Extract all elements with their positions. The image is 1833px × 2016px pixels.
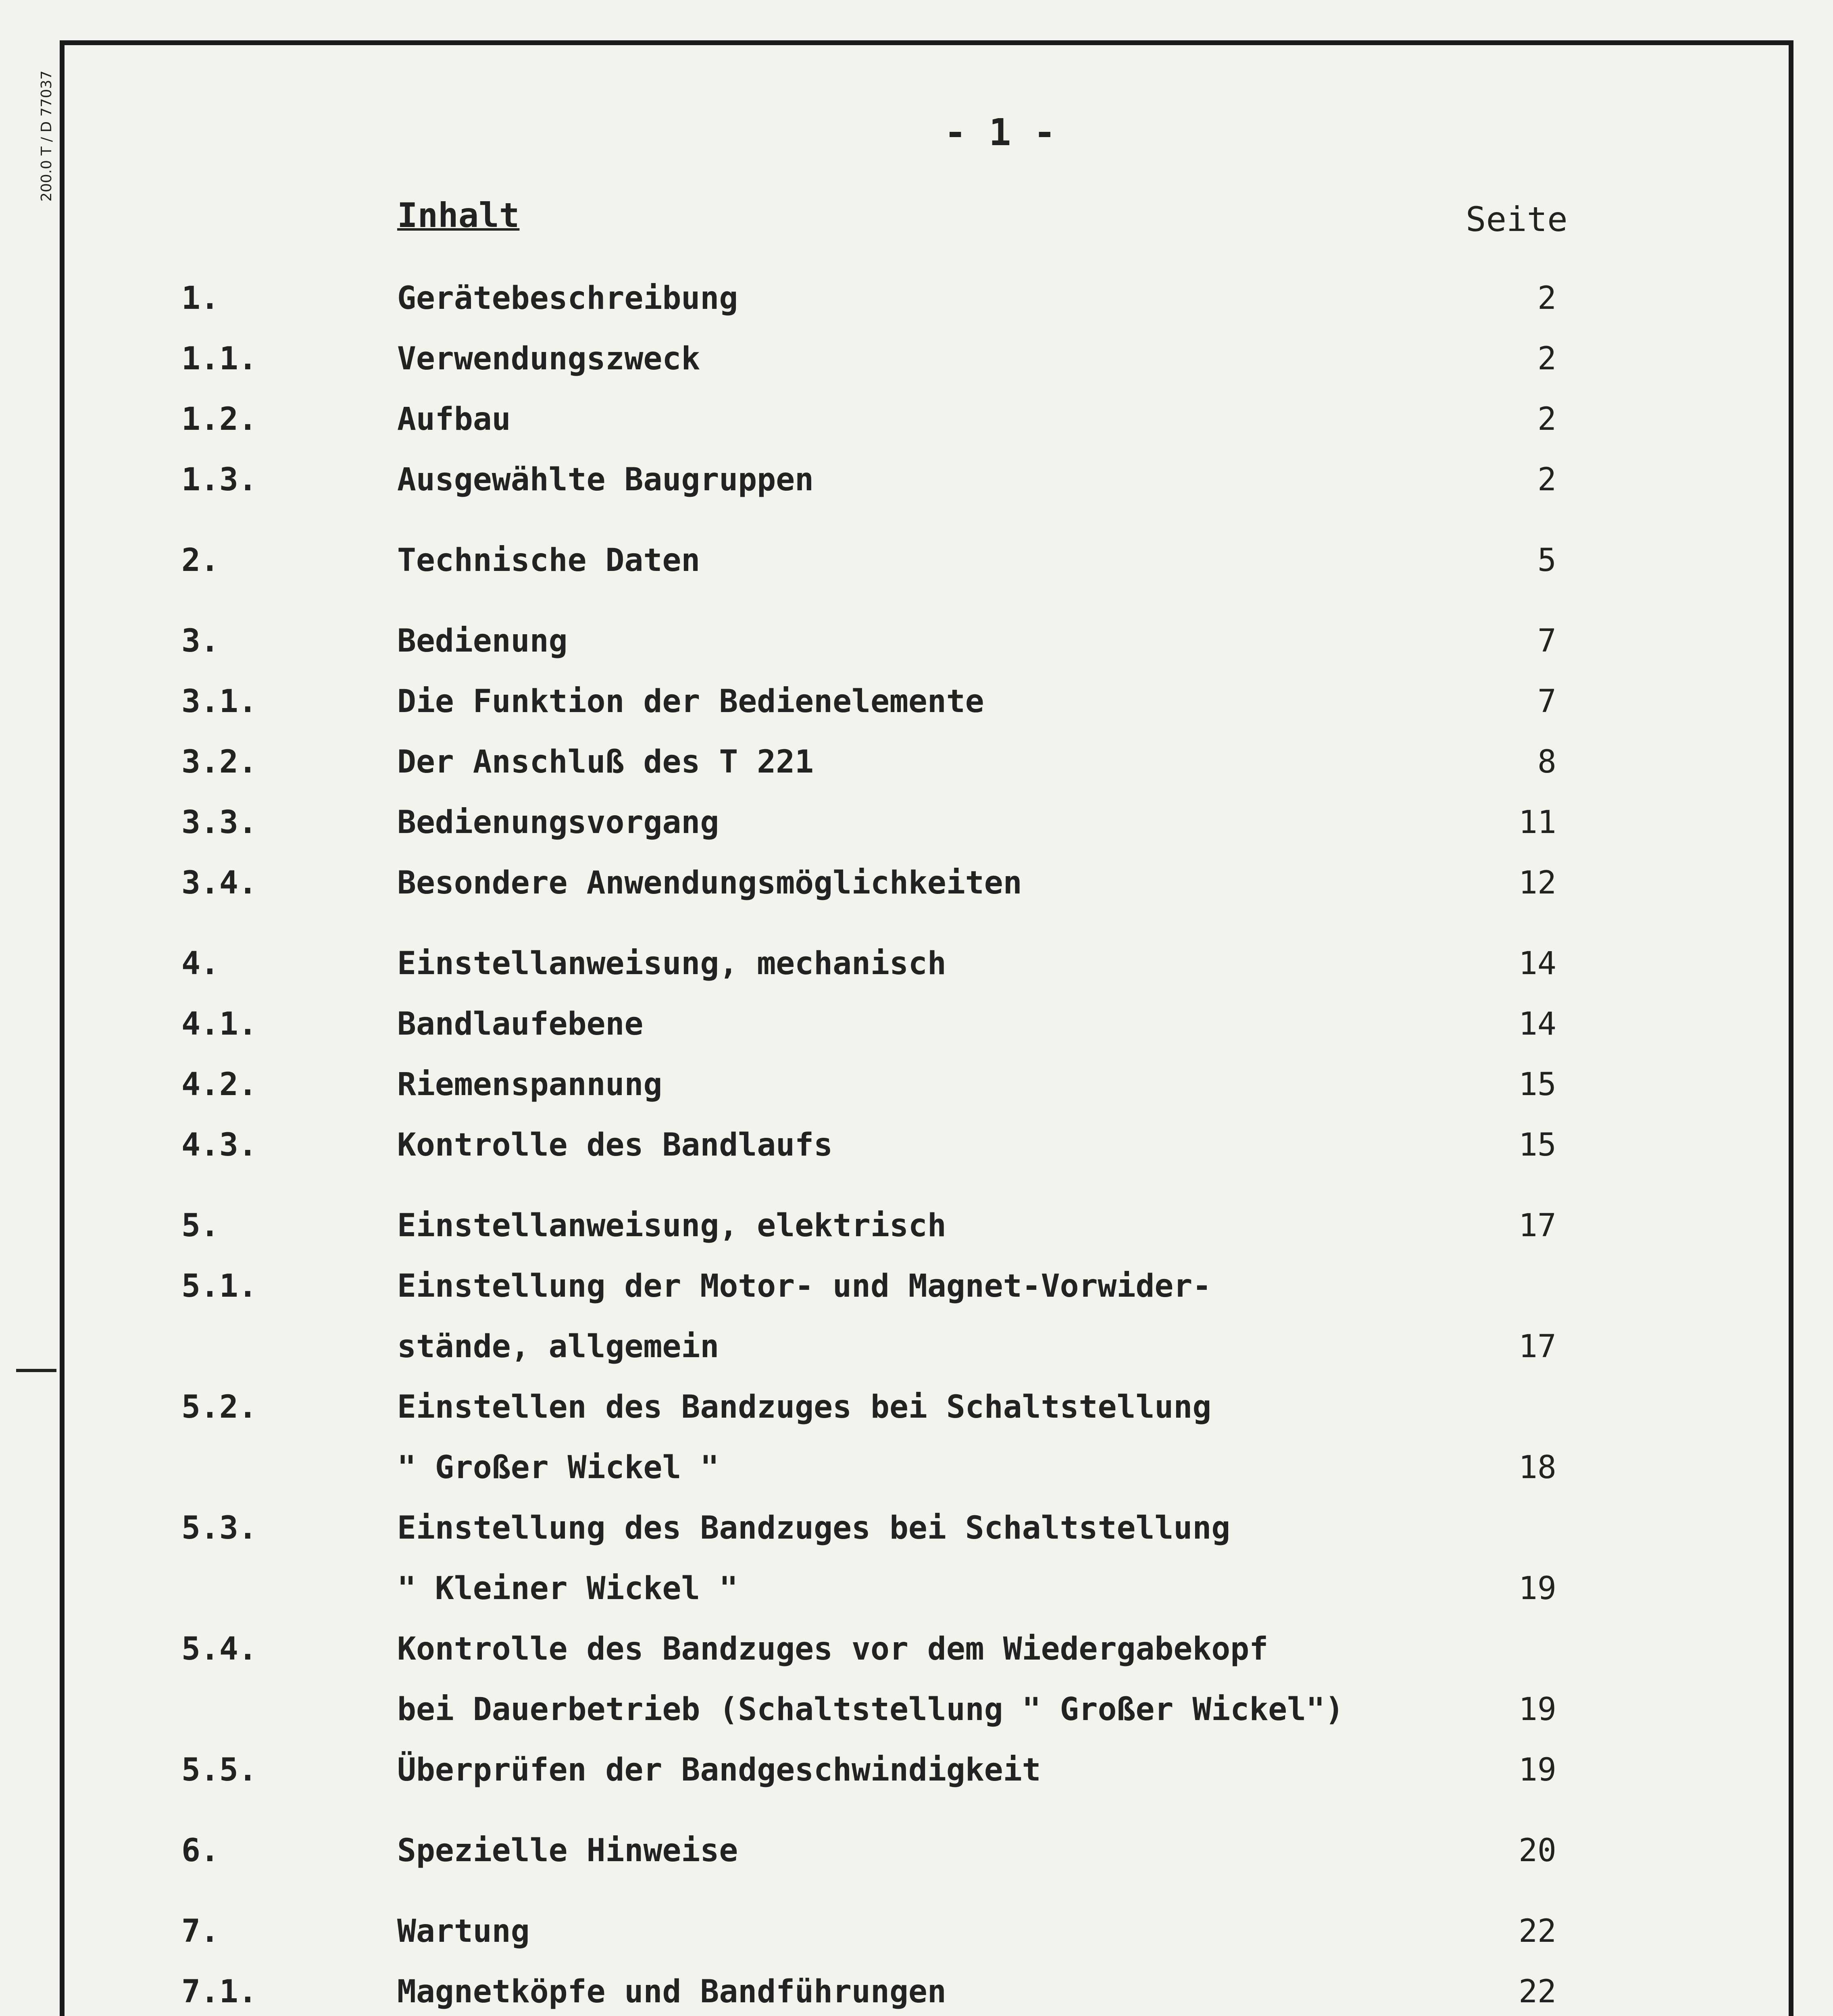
- toc-entry: [0, 1064, 1833, 1105]
- toc-entry-number: 5.2.: [181, 1389, 257, 1425]
- toc-entry-number: 4.2.: [181, 1066, 257, 1103]
- toc-entry-title: Bedienung: [397, 623, 568, 659]
- toc-entry-page: 22: [1518, 1913, 1556, 1949]
- toc-heading: Inhalt: [397, 196, 520, 235]
- toc-entry: [0, 1972, 1833, 2012]
- toc-entry-title: " Kleiner Wickel ": [397, 1570, 738, 1607]
- toc-entry-page: 15: [1518, 1066, 1556, 1103]
- toc-entry-page: 12: [1518, 865, 1556, 901]
- toc-entry: [0, 1327, 1833, 1367]
- toc-entry-page: 7: [1537, 683, 1556, 720]
- toc-entry-number: 3.2.: [181, 744, 257, 780]
- toc-entry-title: Bedienungsvorgang: [397, 804, 719, 841]
- toc-entry-number: 3.4.: [181, 865, 257, 901]
- toc-entry: [0, 1004, 1833, 1044]
- toc-entry: [0, 1508, 1833, 1548]
- toc-entry: [0, 1568, 1833, 1609]
- toc-entry-title: Einstellung der Motor- und Magnet-Vorwider-: [397, 1268, 1212, 1304]
- toc-entry: [0, 1831, 1833, 1871]
- toc-entry-title: " Großer Wickel ": [397, 1450, 719, 1486]
- toc-entry-number: 5.1.: [181, 1268, 257, 1304]
- toc-entry: [0, 1911, 1833, 1951]
- toc-entry-number: 5.5.: [181, 1752, 257, 1788]
- toc-entry-number: 1.: [181, 280, 219, 317]
- toc-entry-title: Magnetköpfe und Bandführungen: [397, 1974, 946, 2010]
- toc-entry-page: 19: [1518, 1570, 1556, 1607]
- toc-entry-title: Spezielle Hinweise: [397, 1833, 738, 1869]
- toc-entry-title: Riemenspannung: [397, 1066, 662, 1103]
- toc-entry-title: bei Dauerbetrieb (Schaltstellung " Großer Wickel"): [397, 1691, 1344, 1728]
- toc-entry: [0, 1689, 1833, 1730]
- toc-entry: [0, 1750, 1833, 1790]
- toc-entry: [0, 943, 1833, 984]
- page-number: - 1 -: [944, 111, 1056, 154]
- toc-entry-number: 1.3.: [181, 462, 257, 498]
- toc-entry-number: 1.1.: [181, 341, 257, 377]
- toc-entry-page: 2: [1537, 462, 1556, 498]
- toc-entry: [0, 681, 1833, 722]
- toc-entry-title: Kontrolle des Bandlaufs: [397, 1127, 833, 1163]
- toc-entry-title: Der Anschluß des T 221: [397, 744, 814, 780]
- toc-entry-number: 4.3.: [181, 1127, 257, 1163]
- toc-entry-page: 14: [1518, 946, 1556, 982]
- toc-entry-number: 6.: [181, 1833, 219, 1869]
- toc-entry-number: 7.: [181, 1913, 219, 1949]
- page-column-heading: Seite: [1466, 200, 1568, 239]
- toc-entry: [0, 621, 1833, 661]
- toc-entry-number: 1.2.: [181, 401, 257, 437]
- toc-entry-number: 7.1.: [181, 1974, 257, 2010]
- toc-entry-title: Bandlaufebene: [397, 1006, 644, 1042]
- toc-entry-page: 22: [1518, 1974, 1556, 2010]
- toc-entry-number: 3.: [181, 623, 219, 659]
- toc-entry-title: Einstellung des Bandzuges bei Schaltstellung: [397, 1510, 1231, 1546]
- toc-entry-page: 19: [1518, 1752, 1556, 1788]
- toc-entry: [0, 339, 1833, 379]
- toc-entry: [0, 742, 1833, 782]
- toc-entry-page: 8: [1537, 744, 1556, 780]
- toc-entry-number: 2.: [181, 542, 219, 579]
- toc-entry-title: Einstellanweisung, elektrisch: [397, 1208, 946, 1244]
- toc-entry: [0, 1629, 1833, 1669]
- toc-entry-title: Verwendungszweck: [397, 341, 700, 377]
- toc-entry-page: 15: [1518, 1127, 1556, 1163]
- toc-entry-title: stände, allgemein: [397, 1329, 719, 1365]
- toc-entry-title: Überprüfen der Bandgeschwindigkeit: [397, 1752, 1041, 1788]
- toc-entry-page: 11: [1518, 804, 1556, 841]
- toc-entry: [0, 1266, 1833, 1306]
- toc-entry: [0, 460, 1833, 500]
- toc-entry: [0, 278, 1833, 319]
- toc-entry-title: Besondere Anwendungsmöglichkeiten: [397, 865, 1022, 901]
- toc-entry: [0, 399, 1833, 439]
- toc-entry-title: Einstellen des Bandzuges bei Schaltstellung: [397, 1389, 1212, 1425]
- toc-entry-page: 17: [1518, 1208, 1556, 1244]
- margin-code-top: 200.0 T / D 77037: [38, 70, 55, 202]
- toc-entry-number: 5.4.: [181, 1631, 257, 1667]
- toc-entry-title: Wartung: [397, 1913, 530, 1949]
- toc-entry-number: 3.3.: [181, 804, 257, 841]
- toc-entry-title: Gerätebeschreibung: [397, 280, 738, 317]
- toc-entry: [0, 1125, 1833, 1165]
- toc-entry-number: 5.: [181, 1208, 219, 1244]
- toc-entry-title: Die Funktion der Bedienelemente: [397, 683, 984, 720]
- toc-entry-page: 2: [1537, 280, 1556, 317]
- toc-entry-number: 3.1.: [181, 683, 257, 720]
- toc-entry-title: Einstellanweisung, mechanisch: [397, 946, 946, 982]
- toc-entry: [0, 863, 1833, 903]
- toc-entry-title: Kontrolle des Bandzuges vor dem Wiedergabekopf: [397, 1631, 1269, 1667]
- toc-entry-page: 17: [1518, 1329, 1556, 1365]
- toc-entry-number: 4.1.: [181, 1006, 257, 1042]
- toc-entry-page: 5: [1537, 542, 1556, 579]
- toc-entry: [0, 540, 1833, 581]
- toc-entry-page: 2: [1537, 401, 1556, 437]
- toc-entry-number: 5.3.: [181, 1510, 257, 1546]
- toc-entry-page: 18: [1518, 1450, 1556, 1486]
- toc-entry-page: 14: [1518, 1006, 1556, 1042]
- toc-entry: [0, 1387, 1833, 1427]
- toc-entry-number: 4.: [181, 946, 219, 982]
- toc-entry-page: 2: [1537, 341, 1556, 377]
- toc-entry: [0, 1447, 1833, 1488]
- toc-entry-title: Ausgewählte Baugruppen: [397, 462, 814, 498]
- toc-entry-title: Aufbau: [397, 401, 511, 437]
- toc-entry: [0, 802, 1833, 843]
- toc-entry-page: 7: [1537, 623, 1556, 659]
- toc-entry-page: 20: [1518, 1833, 1556, 1869]
- toc-entry: [0, 1206, 1833, 1246]
- toc-entry-title: Technische Daten: [397, 542, 700, 579]
- toc-entry-page: 19: [1518, 1691, 1556, 1728]
